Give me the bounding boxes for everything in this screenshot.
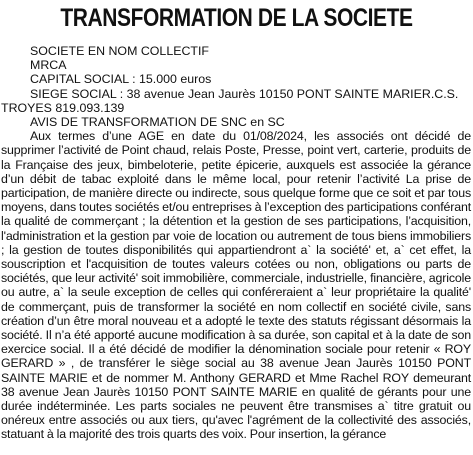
registered-office: SIEGE SOCIAL : 38 avenue Jean Jaurès 10150 PONT SAINTE MARIER.C.S. bbox=[30, 86, 459, 101]
registry-number: TROYES 819.093.139 bbox=[1, 100, 125, 115]
notice-title: TRANSFORMATION DE LA SOCIETE bbox=[60, 4, 413, 32]
notice-body bbox=[1, 44, 471, 442]
notice-subject: AVIS DE TRANSFORMATION DE SNC en SC bbox=[30, 115, 285, 130]
share-capital: CAPITAL SOCIAL : 15.000 euros bbox=[30, 72, 212, 87]
company-form: SOCIETE EN NOM COLLECTIF bbox=[30, 44, 209, 58]
notice-paragraph: Aux termes d’une AGE en date du 01/08/2024, les associés ont décidé de supprimer l’activité de Point chaud, relais Poste, Presse, point vert, carterie, produits de la Française des jeux, bimbeloterie, petite épicerie, auxquels est associée la gérance d’un débit de tabac exploité dans le même local, pour retenir l’activité La prise de participation, de manière directe ou indirecte, sous quelque forme que ce soit et par tous moyens, dans toutes sociétés et/ou entreprises à l’exception des participations conférant la qualité de commerçant ; la détention et la gestion de ses participations, l’acquisition, l'administration et la gestion par voie de location ou autrement de tous biens immobiliers ; la gestion de toutes disponibilités qui appartiendront a` la société' et, a` cet effet, la souscription et l'acquisition de toutes valeurs cotées ou non, obligations ou parts de sociétés, que leur activité' soit immobilière, commerciale, industrielle, financière, agricole ou autre, a` la seule exception de celles qui conféreraient a` leur propriétaire la qualité' de commerçant, puis de transformer la société en nom collectif en société civile, sans création d’un être moral nouveau et a adopté le texte des statuts régissant désormais la société. Il n’a été apporté aucune modification à sa durée, son capital et à la date de son exercice social. Il a été décidé de modifier la dénomination sociale pour retenir « ROY GERARD » , de transférer le siège social au 38 avenue Jean Jaurès 10150 PONT SAINTE MARIE et de nommer M. Anthony GERARD et Mme Rachel ROY demeurant 38 avenue Jean Jaurès 10150 PONT SAINTE MARIE en qualité de gérants pour une durée indéterminée. Les parts sociales ne peuvent être transmises a` titre gratuit ou onéreux entre associés ou aux tiers, qu'avec l'agrément de la collectivité des associés, statuant à la majorité des trois quarts des voix. Pour insertion, la gérance bbox=[1, 129, 471, 442]
company-name: MRCA bbox=[30, 58, 67, 73]
